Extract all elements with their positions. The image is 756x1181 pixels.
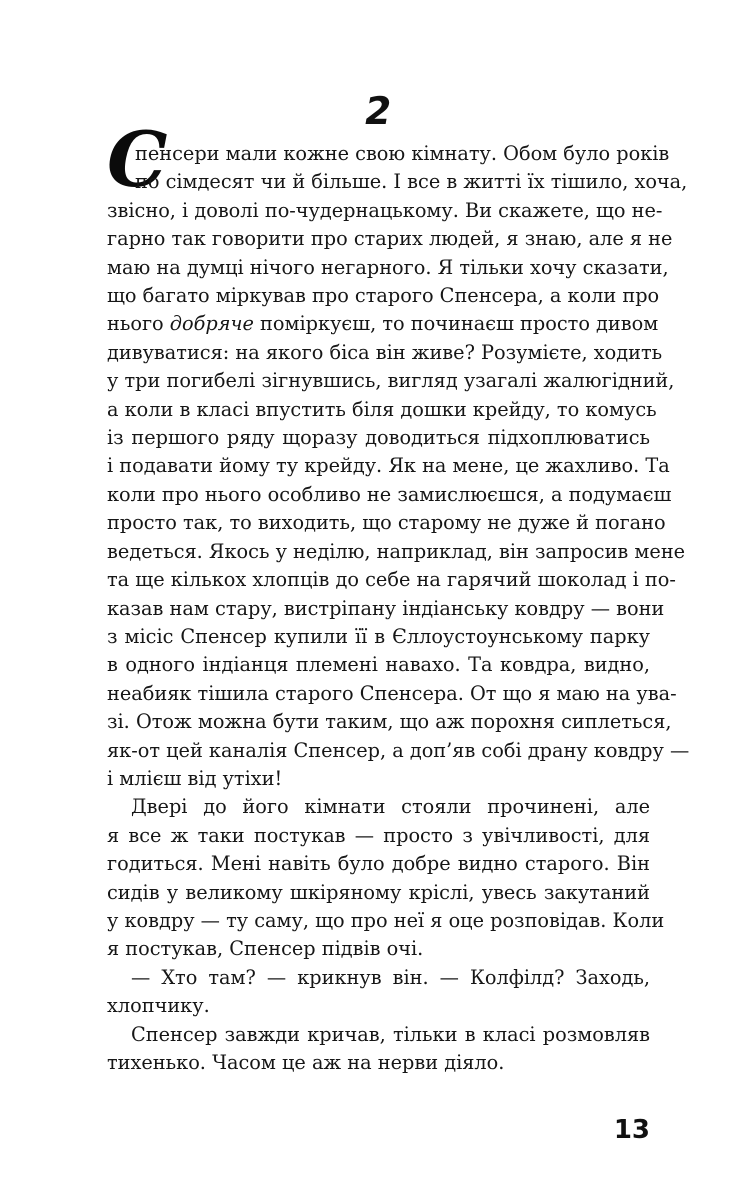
text-line: я постукав, Спенсер підвів очі.	[107, 937, 424, 961]
text-line	[107, 310, 659, 338]
text-line: хлопчику.	[107, 994, 210, 1018]
text-line: з місіс Спенсер купили її в Єллоустоунському парку	[107, 624, 650, 648]
text-line: маю на думці нічого негарного. Я тільки хочу сказати,	[107, 255, 669, 279]
text-fragment: нього	[107, 312, 170, 336]
text-line: як-от цей каналія Спенсер, а доп’яв собі драну ковдру —	[107, 738, 690, 762]
text-line: у три погибелі зігнувшись, вигляд узагалі жалюгідний,	[107, 369, 675, 393]
text-line: і подавати йому ту крейду. Як на мене, це жахливо. Та	[107, 454, 670, 478]
text-line: Спенсер завжди кричав, тільки в класі розмовляв	[131, 1022, 650, 1046]
text-line: по сімдесят чи й більше. І все в житті їх тішило, хоча,	[135, 170, 688, 194]
text-line: зі. Отож можна бути таким, що аж порохня сиплеться,	[107, 710, 672, 734]
text-line: і млієш від утіхи!	[107, 766, 283, 790]
text-line: неабияк тішила старого Спенсера. От що я маю на ува-	[107, 681, 677, 705]
text-line: у ковдру — ту саму, що про неї я оце розповідав. Коли	[107, 908, 665, 932]
body-text	[107, 140, 690, 1077]
text-line: я все ж таки постукав — просто з увічливості, для	[107, 823, 650, 847]
text-line: пенсери мали кожне свою кімнату. Обом було років	[135, 142, 670, 165]
text-line: ведеться. Якось у неділю, наприклад, він запросив мене	[107, 539, 686, 563]
text-line: казав нам стару, вистріпану індіанську ковдру — вони	[107, 596, 665, 620]
text-line: із першого ряду щоразу доводиться підхоплюватись	[107, 426, 650, 450]
text-line: просто так, то виходить, що старому не дуже й погано	[107, 511, 666, 535]
text-line: тихенько. Часом це аж на нерви діяло.	[107, 1051, 505, 1074]
text-line: звісно, і доволі по-чудернацькому. Ви скажете, що не-	[107, 198, 663, 222]
text-line: Двері до його кімнати стояли прочинені, але	[131, 795, 650, 819]
text-line: годиться. Мені навіть було добре видно старого. Він	[107, 852, 650, 876]
text-line: що багато міркував про старого Спенсера, а коли про	[107, 284, 660, 308]
text-line: сидів у великому шкіряному кріслі, увесь закутаний	[107, 880, 650, 904]
text-fragment: поміркуєш, то починаєш просто дивом	[253, 312, 659, 336]
text-line: гарно так говорити про старих людей, я знаю, але я не	[107, 227, 673, 251]
text-line: та ще кількох хлопців до себе на гарячий шоколад і по-	[107, 568, 676, 592]
chapter-number: 2	[360, 89, 396, 133]
text-line: в одного індіанця племені навахо. Та ковдра, видно,	[107, 653, 650, 677]
text-line: дивуватися: на якого біса він живе? Розумієте, ходить	[107, 340, 663, 364]
emphasis-word: добряче	[169, 312, 254, 336]
text-line: — Хто там? — крикнув він. — Колфілд? Заходь,	[131, 965, 650, 989]
drop-cap: С	[107, 115, 168, 204]
text-line: а коли в класі впустить біля дошки крейду, то комусь	[107, 397, 657, 421]
text-line: коли про нього особливо не замислюєшся, а подумаєш	[107, 482, 672, 506]
page-number: 13	[613, 1115, 650, 1145]
